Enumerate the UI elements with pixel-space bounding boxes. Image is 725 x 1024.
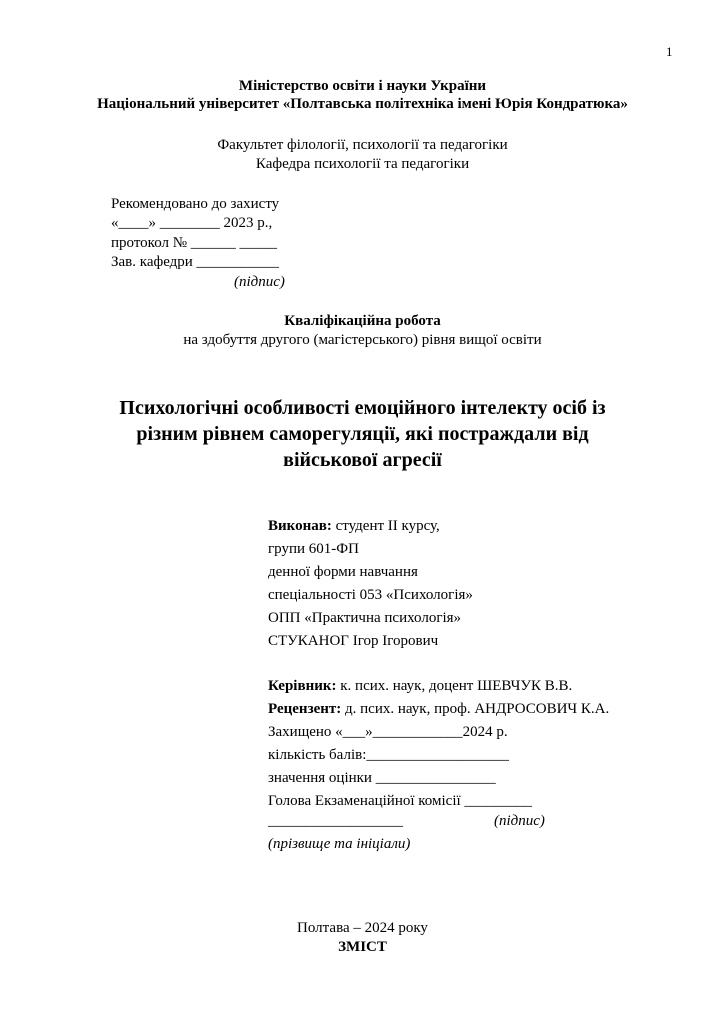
ministry-name: Міністерство освіти і науки України (238, 78, 487, 94)
author-study-form: денної форми навчання (268, 564, 418, 580)
thesis-title-line-2: різним рівнем саморегуляції, які постраждали від (136, 423, 589, 445)
thesis-title-line-1: Психологічні особливості емоційного інтелекту осіб із (119, 397, 606, 419)
signature-blank: __________________ (268, 813, 403, 829)
thesis-title-line-3: військової агресії (283, 449, 442, 471)
work-type: Кваліфікаційна робота (284, 313, 441, 329)
author-specialty: спеціальності 053 «Психологія» (268, 587, 473, 603)
signature-note: (підпис) (234, 274, 285, 290)
commission-signature-note: (підпис) (494, 813, 545, 829)
defended-line: Захищено «___»____________2024 р. (268, 724, 508, 740)
page-number: 1 (666, 44, 673, 59)
reviewer-label: Рецензент: (268, 701, 342, 717)
supervisor-name: к. псих. наук, доцент ШЕВЧУК В.В. (336, 678, 573, 694)
author-group: групи 601-ФП (268, 541, 359, 557)
university-name: Національний університет «Полтавська політехніка імені Юрія Кондратюка» (97, 96, 628, 112)
author-label: Виконав: (268, 518, 332, 534)
grade-line: значення оцінки ________________ (268, 770, 496, 786)
city-year: Полтава – 2024 року (297, 920, 428, 936)
reviewer-name: д. псих. наук, проф. АНДРОСОВИЧ К.А. (341, 701, 610, 717)
contents-heading: ЗМІСТ (338, 939, 387, 955)
author-line-1 (268, 517, 440, 535)
recommendation-line-4: Зав. кафедри ___________ (111, 254, 280, 270)
name-initials-note: (прізвище та ініціали) (268, 836, 411, 852)
commission-line: Голова Екзаменаційної комісії _________ (268, 793, 532, 809)
author-course: студент ІІ курсу, (331, 518, 440, 534)
recommendation-line-2: «____» ________ 2023 р., (111, 215, 273, 231)
faculty-name: Факультет філології, психології та педагогіки (217, 137, 508, 153)
department-name: Кафедра психології та педагогіки (255, 156, 470, 172)
author-name: СТУКАНОГ Ігор Ігорович (268, 633, 439, 649)
supervisor-line (268, 677, 572, 695)
author-program: ОПП «Практична психологія» (268, 610, 462, 626)
recommendation-line-3: протокол № ______ _____ (111, 235, 278, 251)
points-line: кількість балів:___________________ (268, 747, 509, 763)
recommendation-line-1: Рекомендовано до захисту (111, 196, 280, 212)
reviewer-line (268, 700, 609, 718)
work-degree: на здобуття другого (магістерського) рівня вищої освіти (183, 332, 542, 348)
supervisor-label: Керівник: (268, 678, 337, 694)
